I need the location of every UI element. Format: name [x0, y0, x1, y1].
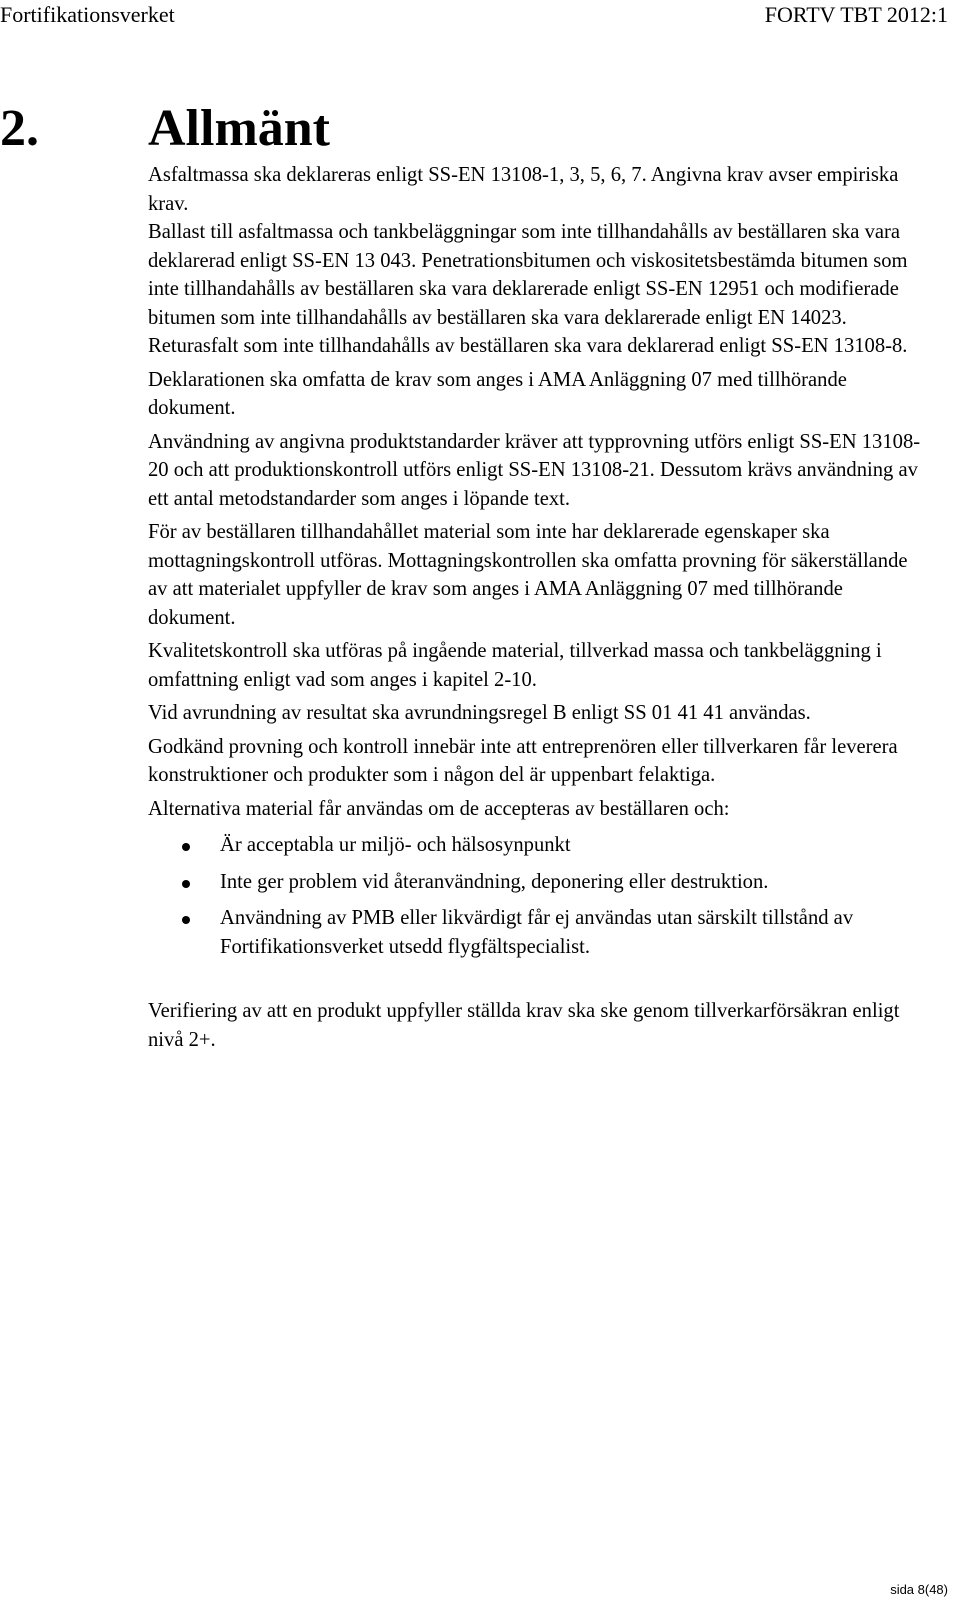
paragraph: Deklarationen ska omfatta de krav som anges i AMA Anläggning 07 med tillhörande dokument.	[148, 368, 847, 419]
section-number: 2.	[0, 100, 39, 157]
paragraph: För av beställaren tillhandahållet material som inte har deklarerade egenskaper ska mottagningskontroll utföras. Mottagningskontrollen ska omfatta provning för säkerställande av att materialet uppfyller de krav som anges i AMA Anläggning 07 med tillhörande dokument.	[148, 521, 908, 629]
bullet-icon	[182, 843, 190, 851]
header-document-id: FORTV TBT 2012:1	[764, 2, 948, 27]
list-item	[148, 904, 928, 961]
paragraph: Vid avrundning av resultat ska avrundningsregel B enligt SS 01 41 41 användas.	[148, 702, 811, 724]
section-title: Allmänt	[148, 100, 330, 157]
bullet-list	[148, 831, 928, 961]
page-header	[0, 0, 960, 32]
list-item	[148, 831, 928, 860]
list-item-text: Användning av PMB eller likvärdigt får ej användas utan särskilt tillstånd av Fortifikationsverket utsedd flygfältspecialist.	[220, 907, 854, 958]
list-item-text: Inte ger problem vid återanvändning, deponering eller destruktion.	[220, 870, 769, 893]
verification-paragraph: Verifiering av att en produkt uppfyller ställda krav ska ske genom tillverkarförsäkran enligt nivå 2+.	[148, 1000, 900, 1051]
list-item-text: Är acceptabla ur miljö- och hälsosynpunkt	[220, 834, 571, 856]
bullet-icon	[182, 916, 190, 924]
header-organization: Fortifikationsverket	[0, 2, 175, 27]
paragraph: Användning av angivna produktstandarder kräver att typprovning utförs enligt SS-EN 13108-20 och att produktionskontroll utförs enligt SS-EN 13108-21. Dessutom krävs användning av ett antal metodstandarder som anges i löpande text.	[148, 430, 921, 510]
section-body	[148, 161, 928, 1059]
section-heading	[0, 94, 330, 164]
paragraph: Kvalitetskontroll ska utföras på ingående material, tillverkad massa och tankbeläggning i omfattning enligt vad som anges i kapitel 2-10.	[148, 640, 882, 691]
paragraph: Alternativa material får användas om de accepteras av beställaren och:	[148, 797, 730, 820]
paragraph: Ballast till asfaltmassa och tankbeläggningar som inte tillhandahålls av beställaren ska vara deklarerad enligt SS-EN 13 043. Penetrationsbitumen och viskositetsbestämda bitumen som inte tillhandahålls av beställaren ska vara deklarerade enligt SS-EN 12951 och modifierade bitumen som inte tillhandahålls av beställaren ska vara deklarerade enligt EN 14023. Returasfalt som inte tillhandahålls av beställaren ska vara deklarerad enligt SS-EN 13108-8.	[148, 221, 908, 357]
paragraph: Asfaltmassa ska deklareras enligt SS-EN 13108-1, 3, 5, 6, 7. Angivna krav avser empiriska krav.	[148, 164, 899, 215]
paragraph: Godkänd provning och kontroll innebär inte att entreprenören eller tillverkaren får leverera konstruktioner och produkter som i någon del är uppenbart felaktiga.	[148, 735, 898, 786]
page-number: sida 8(48)	[890, 1582, 948, 1597]
list-item	[148, 868, 928, 897]
bullet-icon	[182, 880, 190, 888]
